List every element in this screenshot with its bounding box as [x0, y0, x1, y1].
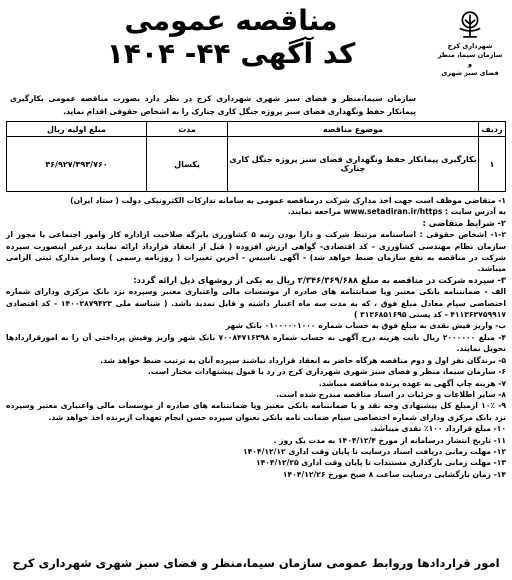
- paragraph-4: ۴- مبلغ ۲۰۰۰۰۰۰ ریال بابت هزینه درج آگهی به حساب شماره ۷۰۰۸۴۷۱۶۳۹۸ بانک شهر واریز وفیش پرداختی آن را به امورقراردادها تحویل نمایند.: [6, 332, 506, 354]
- paragraph-6: ۶- سازمان سیما، منظر و فضای سبز شهری شهرداری کرج در رد یا قبول پیشنهادات مختار است.: [147, 367, 506, 377]
- paragraph-3: ۳- سپرده شرکت در مناقصه به مبلغ ۲/۳۴۶/۳۶۹/۶۸۸ ریال به یکی از روشهای ذیل ارائه گردد:: [133, 274, 506, 285]
- paragraph-conditions-heading: ۲- شرایط متقاضی :: [422, 217, 506, 228]
- paragraph-13: ۱۳- مهلت زمانی بارگذاری مستندات تا پایان وقت اداری ۱۴۰۴/۱۲/۲۵: [256, 458, 506, 468]
- paragraph-website: به آدرس سایت : www.setadiran.ir/https مراجعه نمایند.: [287, 207, 506, 217]
- intro-text: سازمان سیما،منظر و فضای سبز شهری شهرداری کرج در نظر دارد بصورت مناقصه عمومی بکارگیری پیمانکار حفظ ونگهداری فضای سبز پروژه جنگل کاری چنارک را به اشخاص حقوقی اقدام نماید.: [10, 94, 416, 116]
- logo-line-1: شهرداری کرج: [447, 42, 493, 50]
- tree-emblem-icon: [453, 8, 487, 42]
- header-row-number: ردیف: [479, 122, 506, 137]
- paragraph-3-b: ب- واریز فیش نقدی به مبلغ فوق به حساب شماره ۰۱۰۰۰۰۰۱۰۰۰ بانک شهر: [225, 321, 506, 331]
- paragraph-9: ۹- ۱۰٪ ازمبلغ کل پیشنهادی وجه نقد و یا ضمانتنامه بانکی معتبر ویا ضمانتنامه های صادره از موسسات مالی واعتباری معتبر وسپرده نزد بانک مرکزی ودارای شماره اختصاصی سپام ضمانت نامه بانکی بعنوان سپرده حسن انجام تعهدات ازبرنده اخذ خواهد شد.: [6, 401, 507, 422]
- header-subject: موضوع مناقصه: [228, 122, 479, 137]
- tender-table: [6, 121, 506, 192]
- paragraph-1: ۱- متقاضی موظف است جهت اخذ مدارک شرکت درمناقصه عمومی به سامانه تدارکات الکترونیکی دولت ( ستاد ایران): [70, 196, 506, 205]
- paragraph-2-1: ۱-۲- اشخاص حقوقی : اساسنامه مرتبط شرکت و دارا بودن رتبه ۵ کشاورزی بایرگه صلاحیت ازاداره کار وامور اجتماعی یا مجوز از سازمان نظام مهندسی کشاورزی - کد اقتصادی- گواهی ارزش افزوده ( قبل از انعقاد قرارداد ارائه نمایند درغیر اینصورت سپرده شرکت در مناقصه به نفع سازمان ضبط خواهد شد) - آگهی تاسیس - آخرین تغییرات ( روزنامه رسمی ) وسایر مدارک ثبتی الزامی میباشد.: [6, 230, 506, 274]
- organization-logo: [436, 8, 504, 78]
- cell-subject: بکارگیری پیمانکار حفظ ونگهداری فضای سبز پروژه جنگل کاری چنارک: [228, 137, 479, 192]
- page-title: مناقصه عمومی: [124, 4, 338, 37]
- logo-line-3: فضای سبز شهری: [441, 69, 499, 77]
- paragraph-7: ۷- هزینه چاپ آگهی به عهده برنده مناقصه میباشد.: [318, 378, 506, 388]
- cell-price: ۴۶/۹۲۷/۳۹۳/۷۶۰: [7, 137, 147, 192]
- header-price: مبلغ اولیه ریال: [7, 122, 147, 137]
- paragraph-14: ۱۴- زمان بازگشایی درسایت ساعت ۸ صبح مورخ ۱۴۰۴/۱۲/۲۶: [282, 469, 506, 479]
- paragraph-8: ۸- سایر اطلاعات و جزئیات در اسناد مناقصه مندرج شده است.: [276, 389, 506, 399]
- paragraph-5: ۵- برندگان نفر اول و دوم مناقصه هرگاه حاضر به انعقاد قرارداد نباشند سپرده آنان به ترتیب ضبط خواهد شد.: [100, 355, 506, 365]
- cell-duration: یکسال: [147, 137, 228, 192]
- table-header-row: [7, 122, 506, 137]
- paragraph-10: ۱۰- مبلغ قرارداد ۱۰۰٪ نقدی میباشد.: [370, 424, 506, 434]
- paragraph-11: ۱۱- تاریخ انتشار درسامانه از مورخ ۱۴۰۴/۱۲/۴ به مدت یک روز .: [273, 435, 506, 445]
- footer-signature: امور قراردادها وروابط عمومی سازمان سیما،منظر و فضای سبز شهری شهرداری کرج: [12, 556, 500, 570]
- tender-notice: [6, 4, 506, 572]
- paragraph-3-a: الف - ضمانتنامه بانکی معتبر ویا ضمانتنامه های صادره از موسسات مالی واعتباری معتبر وسپرده نزد بانک مرکزی ودارای شماره اختصاصی سپام معادل مبلغ فوق ، که به مدت سه ماه اعتبار داشته و قابل تمدید باشد. ( شناسه ملی ۱۴۰۰۲۸۷۹۴۲۳ - کد اقتصادی ۴۱۱۳۶۳۷۵۹۹۱۷ - کد پستی ۳۱۳۶۸۵۱۶۹۵ ): [6, 287, 506, 320]
- paragraph-12: ۱۲- مهلت زمانی دریافت اسناد درسایت تا پایان وقت اداری ۱۴۰۴/۱۲/۱۲: [243, 446, 506, 456]
- logo-line-2: سازمان سیما، منظر و: [437, 51, 503, 68]
- ad-code: کد آگهی ۴۴- ۱۴۰۴: [106, 37, 356, 70]
- cell-row-number: ۱: [479, 137, 506, 192]
- title-block: [46, 4, 416, 70]
- conditions-body: [6, 195, 506, 480]
- table-row: [7, 137, 506, 192]
- header-duration: مدت: [147, 122, 228, 137]
- notice-header: [6, 4, 506, 90]
